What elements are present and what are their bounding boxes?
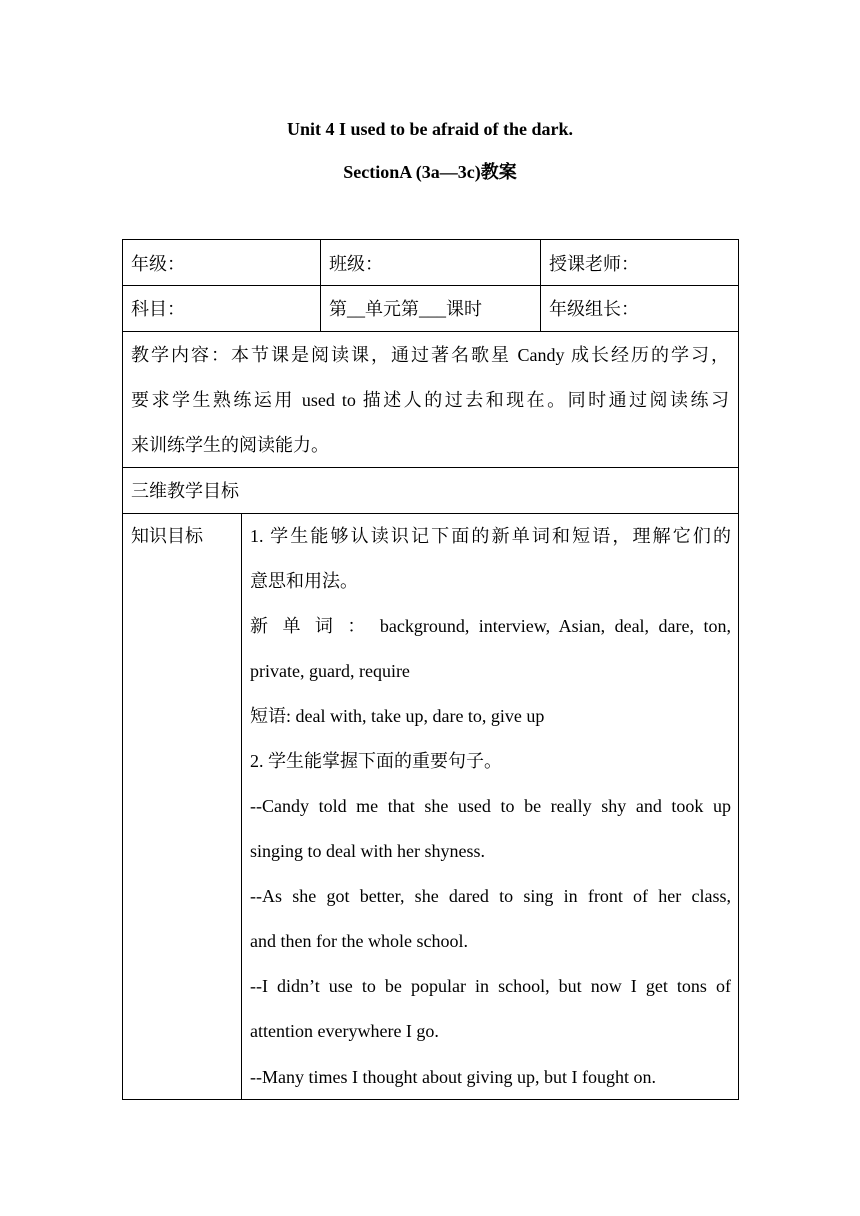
knowledge-line: --As she got better, she dared to sing in front of her class, — [250, 886, 731, 906]
class-label: 班级： — [329, 254, 383, 274]
table-rule — [122, 513, 739, 514]
grade-label: 年级： — [131, 254, 185, 274]
knowledge-line: --Many times I thought about giving up, but I fought on. — [250, 1067, 656, 1087]
leader-label: 年级组长： — [549, 299, 639, 319]
lesson-plan-table — [122, 239, 739, 1100]
knowledge-line: singing to deal with her shyness. — [250, 841, 485, 861]
knowledge-line: 新 单 词 ： background, interview, Asian, deal, dare, ton, — [250, 616, 731, 636]
subject-label: 科目： — [131, 299, 185, 319]
document-title: Unit 4 I used to be afraid of the dark. — [286, 119, 573, 139]
table-rule — [122, 285, 739, 286]
table-rule — [540, 239, 541, 331]
knowledge-line: 2. 学生能掌握下面的重要句子。 — [250, 751, 502, 771]
knowledge-line: --Candy told me that she used to be really shy and took up — [250, 796, 731, 816]
content-line: 来训练学生的阅读能力。 — [131, 435, 329, 455]
knowledge-line: 短语: deal with, take up, dare to, give up — [250, 706, 545, 726]
objectives-heading: 三维教学目标 — [131, 481, 239, 501]
document-subtitle: SectionA (3a—3c)教案 — [343, 162, 517, 182]
table-rule — [122, 467, 739, 468]
knowledge-line: --I didn’t use to be popular in school, but now I get tons of — [250, 976, 731, 996]
table-rule — [241, 513, 242, 1100]
knowledge-line: and then for the whole school. — [250, 931, 468, 951]
content-line: 教学内容：本节课是阅读课，通过著名歌星 Candy 成长经历的学习， — [131, 345, 729, 365]
knowledge-line: private, guard, require — [250, 661, 410, 681]
knowledge-line: 意思和用法。 — [250, 571, 358, 591]
lesson-label: 第__单元第___课时 — [329, 299, 482, 319]
teacher-label: 授课老师： — [549, 254, 639, 274]
table-rule — [320, 239, 321, 331]
knowledge-label: 知识目标 — [131, 526, 203, 546]
knowledge-line: attention everywhere I go. — [250, 1021, 439, 1041]
content-line: 要求学生熟练运用 used to 描述人的过去和现在。同时通过阅读练习 — [131, 390, 729, 410]
knowledge-line: 1. 学生能够认读识记下面的新单词和短语，理解它们的 — [250, 526, 731, 546]
table-rule — [122, 331, 739, 332]
